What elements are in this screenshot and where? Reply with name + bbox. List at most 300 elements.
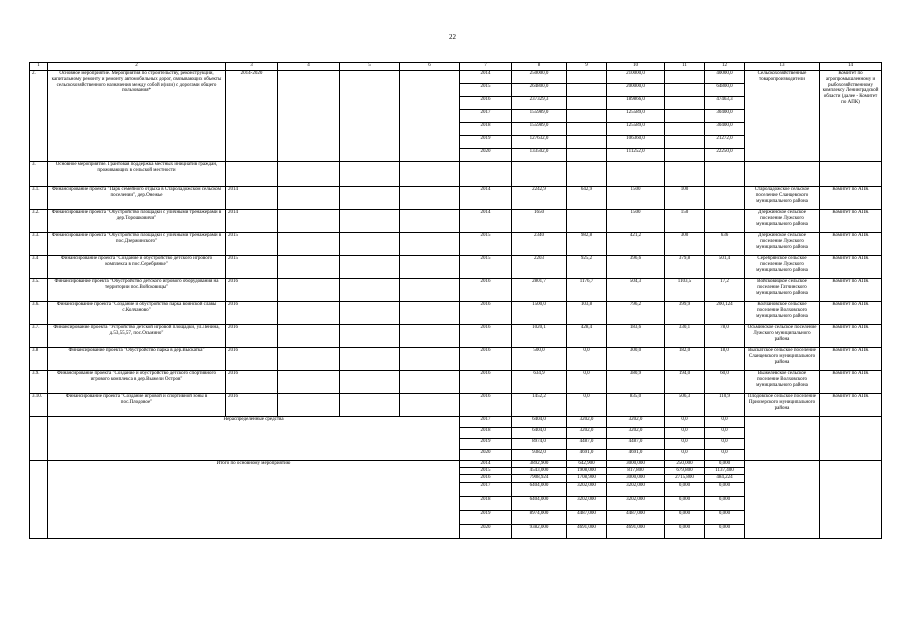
value-cell: 3202,000 xyxy=(607,483,665,497)
value-cell: 3202,0 xyxy=(567,417,607,428)
item-responsible: Комитет по АПК xyxy=(820,187,882,210)
empty-cell xyxy=(278,210,340,233)
value-cell: 0,0 xyxy=(665,417,705,428)
year-cell: 2019 xyxy=(460,136,512,149)
table-row xyxy=(30,461,882,468)
year-cell: 2015 xyxy=(460,468,512,475)
item-period: 2016 xyxy=(226,371,278,394)
value-cell xyxy=(665,123,705,136)
value-cell: 796,2 xyxy=(607,302,665,325)
year-cell: 2014 xyxy=(460,461,512,468)
item-name: Финансирование проекта "Парк семейного отдыха в Староладожском сельском поселении", дер.Онежье xyxy=(48,187,226,210)
column-header: 10 xyxy=(607,63,665,71)
value-cell xyxy=(567,149,607,162)
year-cell: 2019 xyxy=(460,439,512,450)
item-period: 2016 xyxy=(226,325,278,348)
empty-cell xyxy=(278,233,340,256)
value-cell: 506,3 xyxy=(665,394,705,417)
value-cell: 18,0 xyxy=(705,348,745,371)
value-cell: 3202,000 xyxy=(567,497,607,511)
year-cell: 2018 xyxy=(460,428,512,439)
year-cell: 2015 xyxy=(460,256,512,279)
empty-cell xyxy=(400,325,460,348)
total-cell: 155989,0 xyxy=(512,123,567,136)
item-responsible: Комитет по АПК xyxy=(820,210,882,233)
value-cell: 60,0 xyxy=(705,371,745,394)
value-cell: 106360,0 xyxy=(607,136,665,149)
item-number: 3.1. xyxy=(30,187,48,210)
value-cell: 4487,0 xyxy=(567,439,607,450)
empty-cell xyxy=(278,162,340,187)
column-header: 13 xyxy=(745,63,820,71)
empty-cell xyxy=(278,187,340,210)
empty-cell xyxy=(400,187,460,210)
empty-cell xyxy=(400,256,460,279)
table-row xyxy=(30,256,882,279)
empty-cell xyxy=(340,71,400,162)
value-cell: 111252,0 xyxy=(607,149,665,162)
value-cell xyxy=(665,97,705,110)
value-cell: 3202,0 xyxy=(567,428,607,439)
item-responsible: Комитет по АПК xyxy=(820,371,882,394)
value-cell: 399,9 xyxy=(665,302,705,325)
value-cell: 0,0 xyxy=(567,394,607,417)
value-cell: 4487,0 xyxy=(607,439,665,450)
year-cell: 2016 xyxy=(460,302,512,325)
item-period: 2016 xyxy=(226,348,278,371)
value-cell: 3000,000 xyxy=(607,475,665,483)
empty-cell xyxy=(400,279,460,302)
value-cell xyxy=(705,187,745,210)
value-cell: 30400,0 xyxy=(705,123,745,136)
empty-cell xyxy=(400,210,460,233)
year-cell: 2016 xyxy=(460,475,512,483)
value-cell: 250,000 xyxy=(665,461,705,468)
total-cell: 4543,000 xyxy=(512,468,567,475)
item-executor: Войсковицкое сельское поселение Гатчинского муниципального района xyxy=(745,279,820,302)
value-cell: 0,000 xyxy=(665,525,705,539)
year-cell: 2019 xyxy=(460,511,512,525)
value-cell: 1103,5 xyxy=(665,279,705,302)
empty-cell xyxy=(278,348,340,371)
value-cell xyxy=(665,149,705,162)
empty-cell xyxy=(745,417,820,461)
item-period: 2015 xyxy=(226,256,278,279)
total-cell: 2242,9 xyxy=(512,187,567,210)
item-number: 3.3. xyxy=(30,233,48,256)
value-cell: 925,2 xyxy=(567,256,607,279)
value-cell: 189866,0 xyxy=(607,97,665,110)
item-name: Финансирование проекта "Обустройство площадки с уличными тренажерами в пос.Дзержинского" xyxy=(48,233,226,256)
table-row xyxy=(30,302,882,325)
value-cell: 4691,0 xyxy=(607,450,665,461)
table-row xyxy=(30,394,882,417)
table-row xyxy=(30,371,882,394)
year-cell: 2017 xyxy=(460,110,512,123)
value-cell: 300 xyxy=(665,233,705,256)
year-cell: 2017 xyxy=(460,417,512,428)
item-name: Финансирование проекта "Создание и обустройство детского игрового комплекса в пос.Серебрянке" xyxy=(48,256,226,279)
total-cell: 2340 xyxy=(512,233,567,256)
value-cell: 0,000 xyxy=(705,511,745,525)
item-responsible: Комитет по АПК xyxy=(820,256,882,279)
value-cell xyxy=(665,84,705,97)
total-cell: 2801,7 xyxy=(512,279,567,302)
empty-cell xyxy=(340,394,400,417)
value-cell: 150 xyxy=(665,210,705,233)
total-cell: 133502,0 xyxy=(512,149,567,162)
value-cell: 484,224 xyxy=(705,475,745,483)
empty-cell xyxy=(30,461,48,539)
item-responsible: Комитет по АПК xyxy=(820,394,882,417)
item-period: 2016 xyxy=(226,279,278,302)
empty-cell xyxy=(226,162,278,187)
table-row xyxy=(30,233,882,256)
total-cell: 155989,0 xyxy=(512,110,567,123)
total-cell: 250000,0 xyxy=(512,71,567,84)
total-label: Итого по основному мероприятию xyxy=(48,461,460,539)
year-cell: 2015 xyxy=(460,84,512,97)
empty-cell xyxy=(340,162,400,187)
value-cell: 4691,0 xyxy=(567,450,607,461)
value-cell: 4691,000 xyxy=(567,525,607,539)
value-cell: 3202,0 xyxy=(607,417,665,428)
value-cell: 3000,000 xyxy=(607,461,665,468)
total-cell: 237329,3 xyxy=(512,97,567,110)
item-number: 3.7. xyxy=(30,325,48,348)
value-cell xyxy=(567,210,607,233)
value-cell: 78,0 xyxy=(705,325,745,348)
empty-cell xyxy=(460,162,512,187)
value-cell: 125589,0 xyxy=(607,123,665,136)
value-cell: 0,0 xyxy=(665,450,705,461)
value-cell: 0,0 xyxy=(567,371,607,394)
empty-cell xyxy=(400,71,460,162)
value-cell: 125589,0 xyxy=(607,110,665,123)
value-cell: 21272,0 xyxy=(705,136,745,149)
value-cell: 0,000 xyxy=(705,497,745,511)
empty-cell xyxy=(278,394,340,417)
value-cell: 396,6 xyxy=(607,256,665,279)
value-cell: 30400,0 xyxy=(705,110,745,123)
empty-cell xyxy=(400,233,460,256)
item-number: 3. xyxy=(30,162,48,187)
value-cell: 0,000 xyxy=(665,483,705,497)
value-cell: 679,800 xyxy=(665,468,705,475)
value-cell: 504,3 xyxy=(607,279,665,302)
item-executor: Осьминское сельское поселение Лужского муниципального района xyxy=(745,325,820,348)
column-header: 11 xyxy=(665,63,705,71)
total-cell: 6404,0 xyxy=(512,428,567,439)
value-cell: 982,8 xyxy=(567,233,607,256)
value-cell: 2715,800 xyxy=(665,475,705,483)
column-header: 1 xyxy=(30,63,48,71)
total-cell: 3892,900 xyxy=(512,461,567,468)
item-period: 2016 xyxy=(226,302,278,325)
value-cell: 40000,0 xyxy=(705,71,745,84)
empty-cell xyxy=(278,325,340,348)
value-cell xyxy=(567,84,607,97)
item-executor: Колчановское сельское поселение Волховского муниципального района xyxy=(745,302,820,325)
value-cell: 0,0 xyxy=(665,428,705,439)
value-cell: 0,000 xyxy=(705,483,745,497)
item-executor: Плодовское сельское поселение Приозерского муниципального района xyxy=(745,394,820,417)
value-cell: 200000,0 xyxy=(607,84,665,97)
year-cell: 2016 xyxy=(460,348,512,371)
empty-cell xyxy=(278,256,340,279)
total-cell: 500,0 xyxy=(512,348,567,371)
empty-cell xyxy=(400,348,460,371)
year-cell: 2017 xyxy=(460,483,512,497)
total-cell: 1500,0 xyxy=(512,302,567,325)
total-cell: 8974,0 xyxy=(512,439,567,450)
empty-cell xyxy=(340,348,400,371)
page-number: 22 xyxy=(449,33,456,41)
item-executor: Выскатское сельское поселение Сланцевского муниципального района xyxy=(745,348,820,371)
item-responsible: Комитет по АПК xyxy=(820,279,882,302)
value-cell xyxy=(665,110,705,123)
value-cell xyxy=(567,110,607,123)
item-responsible: Комитет по АПК xyxy=(820,233,882,256)
column-header: 12 xyxy=(705,63,745,71)
value-cell: 3202,0 xyxy=(607,428,665,439)
value-cell xyxy=(705,210,745,233)
item-period: 2014 xyxy=(226,210,278,233)
program-table xyxy=(29,62,882,539)
total-cell: 6404,0 xyxy=(512,417,567,428)
table-row xyxy=(30,71,882,84)
value-cell: 380,9 xyxy=(607,371,665,394)
value-cell: 501,4 xyxy=(705,256,745,279)
column-header: 14 xyxy=(820,63,882,71)
item-period: 2016 xyxy=(226,394,278,417)
total-cell: 9382,000 xyxy=(512,525,567,539)
total-cell: 264800,0 xyxy=(512,84,567,97)
total-cell: 8974,000 xyxy=(512,511,567,525)
item-name: Финансирование проекта "Обустройство детского игрового оборудования на территории пос.Войсковицы" xyxy=(48,279,226,302)
empty-cell xyxy=(278,302,340,325)
item-name: Финансирование проекта "Обустройство парка в дер.Выскатка" xyxy=(48,348,226,371)
value-cell: 182,0 xyxy=(665,348,705,371)
value-cell: 300,0 xyxy=(607,348,665,371)
item-executor: Староладожское сельское поселение Сланцевского муниципального района xyxy=(745,187,820,210)
empty-cell xyxy=(820,417,882,461)
value-cell xyxy=(665,71,705,84)
value-cell: 110,9 xyxy=(705,394,745,417)
year-cell: 2016 xyxy=(460,371,512,394)
total-cell: 6404,000 xyxy=(512,483,567,497)
value-cell: 636 xyxy=(705,233,745,256)
value-cell: 0,0 xyxy=(567,348,607,371)
year-cell: 2016 xyxy=(460,279,512,302)
item-responsible: Комитет по агропромышленному и рыбохозяйственному комплексу Ленинградской области (далее - Комитет по АПК) xyxy=(820,71,882,162)
empty-cell xyxy=(340,302,400,325)
year-cell: 2014 xyxy=(460,71,512,84)
value-cell: 1500 xyxy=(607,210,665,233)
year-cell: 2020 xyxy=(460,149,512,162)
item-executor: Дзержинское сельское поселение Лужского муниципального района xyxy=(745,210,820,233)
value-cell: 4487,000 xyxy=(607,511,665,525)
value-cell: 421,2 xyxy=(607,233,665,256)
year-cell: 2015 xyxy=(460,233,512,256)
empty-cell xyxy=(820,461,882,539)
table-row xyxy=(30,187,882,210)
item-number: 3.10. xyxy=(30,394,48,417)
item-period: 2015 xyxy=(226,233,278,256)
table-row xyxy=(30,279,882,302)
value-cell: 1708,900 xyxy=(567,475,607,483)
year-cell: 2016 xyxy=(460,97,512,110)
value-cell: 47463,3 xyxy=(705,97,745,110)
item-name: Финансирование проекта "Устройство детской игровой площадки, ул.Ленина, д.53,55,57, пос.Осьмино" xyxy=(48,325,226,348)
total-cell: 1650 xyxy=(512,210,567,233)
value-cell: 194,0 xyxy=(665,371,705,394)
item-name: Финансирование проекта "Создание игровой и спортивной зоны в пос.Плодовое" xyxy=(48,394,226,417)
empty-cell xyxy=(665,162,705,187)
value-cell: 0,0 xyxy=(705,417,745,428)
value-cell: 428,4 xyxy=(567,325,607,348)
value-cell: 200,124 xyxy=(705,302,745,325)
table-row xyxy=(30,325,882,348)
item-number: 3.8 xyxy=(30,348,48,371)
value-cell xyxy=(567,136,607,149)
empty-cell xyxy=(340,233,400,256)
year-cell: 2016 xyxy=(460,325,512,348)
item-number: 3.4 xyxy=(30,256,48,279)
empty-cell xyxy=(340,210,400,233)
empty-cell xyxy=(400,162,460,187)
value-cell xyxy=(567,123,607,136)
year-cell: 2020 xyxy=(460,450,512,461)
total-cell: 634,9 xyxy=(512,371,567,394)
empty-cell xyxy=(278,371,340,394)
year-cell: 2018 xyxy=(460,123,512,136)
year-cell: 2014 xyxy=(460,210,512,233)
item-executor: Сельскохозяйственные товаропроизводители xyxy=(745,71,820,162)
item-number: 3.9. xyxy=(30,371,48,394)
empty-cell xyxy=(567,162,607,187)
value-cell: 0,000 xyxy=(665,511,705,525)
item-responsible: Комитет по АПК xyxy=(820,302,882,325)
header-row xyxy=(30,63,882,71)
item-period: 2014-2020 xyxy=(226,71,278,162)
value-cell xyxy=(665,136,705,149)
empty-cell xyxy=(30,417,48,461)
empty-cell xyxy=(340,325,400,348)
table-row xyxy=(30,417,882,428)
value-cell: 4487,000 xyxy=(567,511,607,525)
column-header: 2 xyxy=(48,63,226,71)
value-cell: 642,9 xyxy=(567,187,607,210)
value-cell: 642,900 xyxy=(567,461,607,468)
value-cell: 210000,0 xyxy=(607,71,665,84)
value-cell: 1137,400 xyxy=(705,468,745,475)
item-name: Основное мероприятие. Мероприятия по строительству, реконструкции, капитальному ремонту и ремонту автомобильных дорог, связывающих объекты сельскохозяйственного назначения между собой и(или) с дорогами общего пользования* xyxy=(48,71,226,162)
column-header: 3 xyxy=(226,63,278,71)
value-cell: 103,8 xyxy=(567,302,607,325)
item-responsible: Комитет по АПК xyxy=(820,348,882,371)
value-cell: 3202,000 xyxy=(607,497,665,511)
item-responsible: Комитет по АПК xyxy=(820,325,882,348)
value-cell: 100 xyxy=(665,187,705,210)
empty-cell xyxy=(745,461,820,539)
total-cell: 6404,000 xyxy=(512,497,567,511)
empty-cell xyxy=(745,162,820,187)
value-cell: 17,2 xyxy=(705,279,745,302)
year-cell: 2016 xyxy=(460,394,512,417)
value-cell: 64800,0 xyxy=(705,84,745,97)
table-row xyxy=(30,348,882,371)
item-executor: Дзержинское сельское поселение Лужского муниципального района xyxy=(745,233,820,256)
item-executor: Серебрянское сельское поселение Лужского муниципального района xyxy=(745,256,820,279)
value-cell: 22250,0 xyxy=(705,149,745,162)
table-row xyxy=(30,210,882,233)
total-cell: 9382,0 xyxy=(512,450,567,461)
item-executor: Выжелевское сельское поселение Волховского муниципального района xyxy=(745,371,820,394)
item-number: 3.2. xyxy=(30,210,48,233)
empty-cell xyxy=(705,162,745,187)
value-cell: 0,0 xyxy=(665,439,705,450)
column-header: 6 xyxy=(400,63,460,71)
total-cell: 127632,0 xyxy=(512,136,567,149)
column-header: 8 xyxy=(512,63,567,71)
value-cell xyxy=(567,97,607,110)
year-cell: 2020 xyxy=(460,525,512,539)
total-cell: 1452,2 xyxy=(512,394,567,417)
table-row xyxy=(30,162,882,187)
value-cell: 183,6 xyxy=(607,325,665,348)
empty-cell xyxy=(607,162,665,187)
empty-cell xyxy=(340,187,400,210)
empty-cell xyxy=(400,302,460,325)
value-cell: 330,1 xyxy=(665,325,705,348)
empty-cell xyxy=(340,256,400,279)
item-number: 3.6. xyxy=(30,302,48,325)
value-cell: 4691,000 xyxy=(607,525,665,539)
column-header: 7 xyxy=(460,63,512,71)
item-name: Финансирование проекта "Создание и обустройство парка воинской славы с.Колчаново" xyxy=(48,302,226,325)
value-cell: 1500 xyxy=(607,187,665,210)
value-cell: 0,0 xyxy=(705,428,745,439)
item-name: Финансирование проекта "Создание и обустройство детского спортивного игрового комплекса в дер.Выжели Остров" xyxy=(48,371,226,394)
value-cell: 0,0 xyxy=(705,450,745,461)
column-header: 4 xyxy=(278,63,340,71)
undistributed-label: Нераспределенные средства xyxy=(48,417,460,461)
value-cell: 835,0 xyxy=(607,394,665,417)
empty-cell xyxy=(278,279,340,302)
value-cell xyxy=(567,71,607,84)
value-cell: 0,000 xyxy=(705,525,745,539)
total-cell: 2203 xyxy=(512,256,567,279)
item-number: 2. xyxy=(30,71,48,162)
value-cell: 0,0 xyxy=(705,439,745,450)
value-cell: 0,000 xyxy=(705,461,745,468)
year-cell: 2018 xyxy=(460,497,512,511)
item-number: 3.5. xyxy=(30,279,48,302)
column-header: 5 xyxy=(340,63,400,71)
value-cell: 0,000 xyxy=(665,497,705,511)
empty-cell xyxy=(820,162,882,187)
empty-cell xyxy=(400,371,460,394)
value-cell: 1176,7 xyxy=(567,279,607,302)
empty-cell xyxy=(278,71,340,162)
empty-cell xyxy=(340,371,400,394)
value-cell: 817,800 xyxy=(607,468,665,475)
value-cell: 379,8 xyxy=(665,256,705,279)
empty-cell xyxy=(400,394,460,417)
value-cell: 1908,000 xyxy=(567,468,607,475)
column-header: 9 xyxy=(567,63,607,71)
